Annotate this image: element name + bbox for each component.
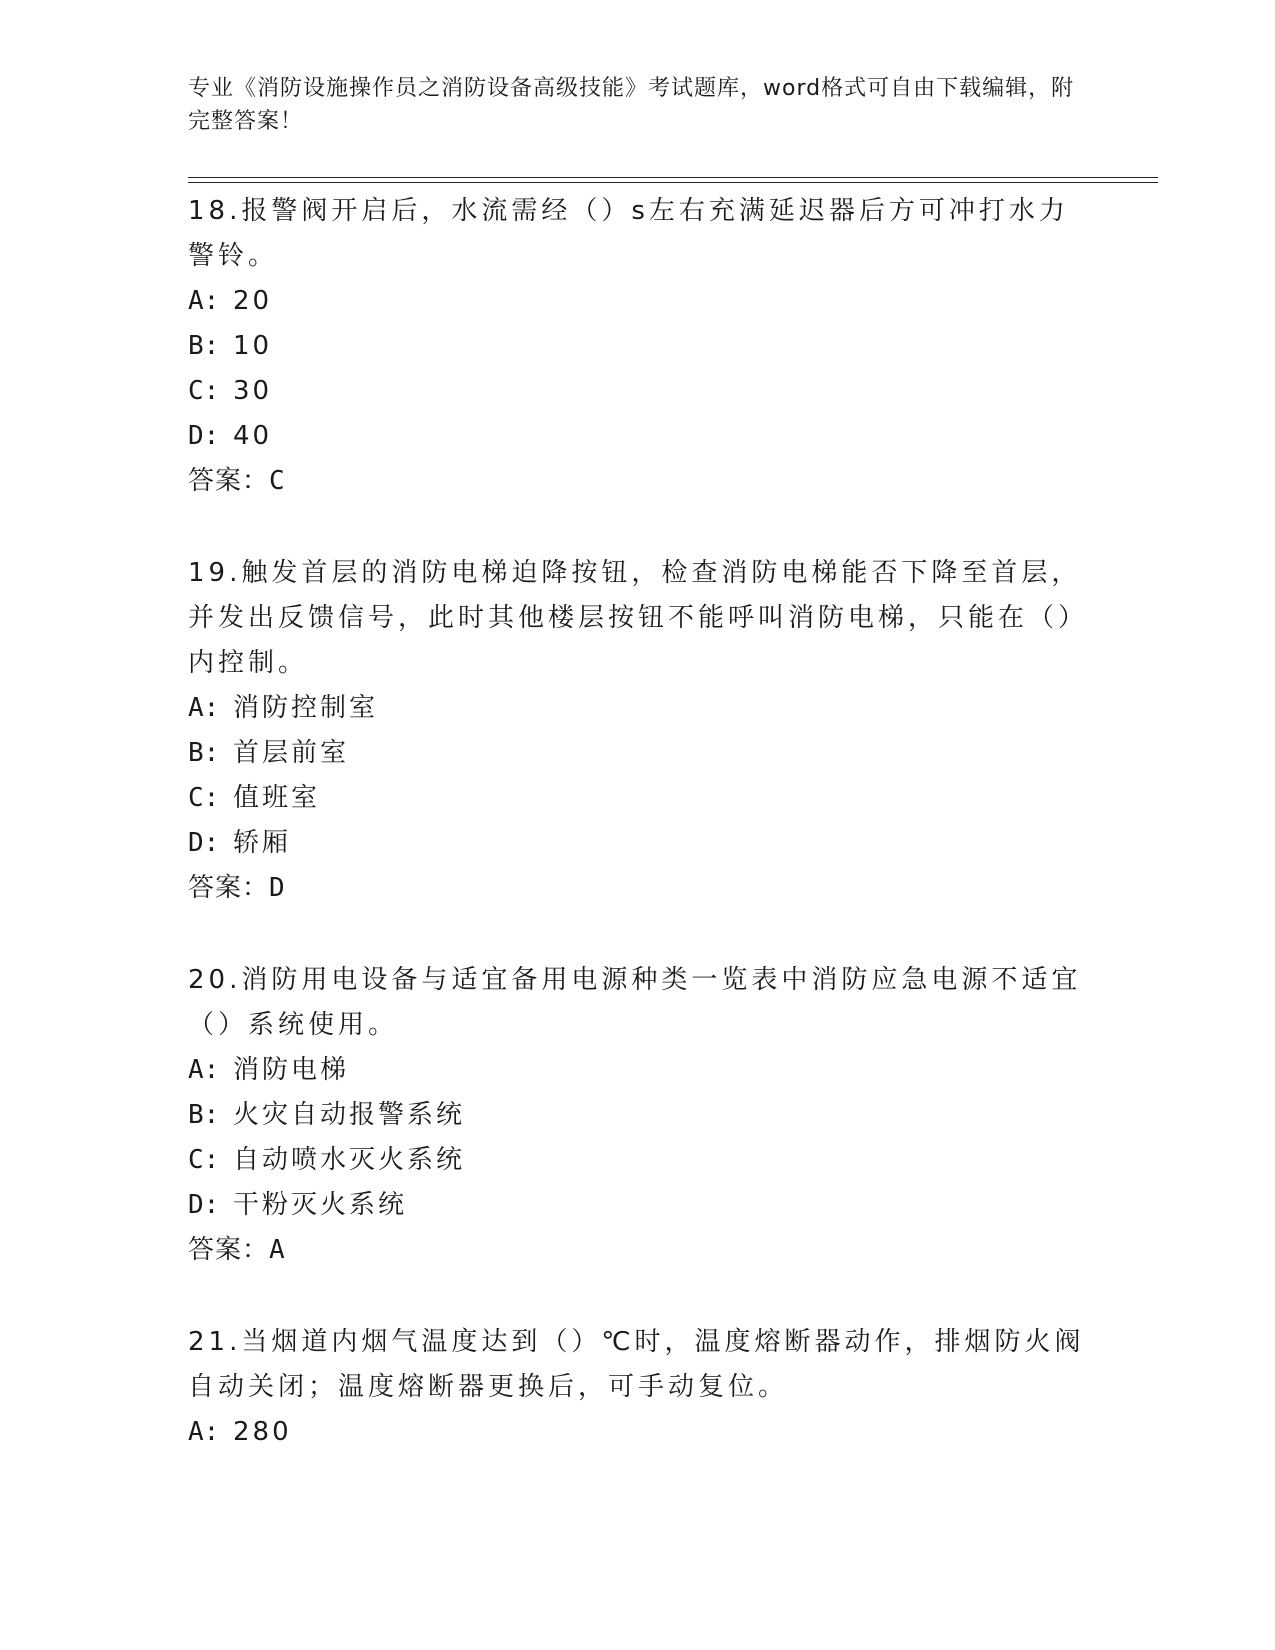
option-text: 干粉灭火系统 (233, 1190, 408, 1220)
question-stem: 20.消防用电设备与适宜备用电源种类一览表中消防应急电源不适宜（）系统使用。 (188, 965, 1082, 1040)
option-key: C: (188, 1145, 220, 1175)
option-b (188, 1093, 1088, 1138)
option-text: 值班室 (233, 783, 321, 813)
option-text: 消防控制室 (233, 693, 379, 723)
option-text: 首层前室 (233, 738, 350, 768)
answer-value: A (269, 1235, 286, 1265)
option-c (188, 1138, 1088, 1183)
question-list (188, 189, 1088, 1502)
option-a (188, 1048, 1088, 1093)
question-21 (188, 1320, 1088, 1455)
option-a (188, 686, 1088, 731)
option-a (188, 1410, 1088, 1455)
answer-line (188, 459, 1088, 504)
question-stem: 21.当烟道内烟气温度达到（）℃时，温度熔断器动作，排烟防火阀自动关闭；温度熔断器更换后，可手动复位。 (188, 1327, 1085, 1402)
option-key: C: (188, 376, 220, 406)
option-d (188, 414, 1088, 459)
option-key: B: (188, 1100, 220, 1130)
option-key: A: (188, 1417, 220, 1447)
option-d (188, 1183, 1088, 1228)
option-key: A: (188, 1055, 220, 1085)
question-stem: 19.触发首层的消防电梯迫降按钮，检查消防电梯能否下降至首层，并发出反馈信号，此时其他楼层按钮不能呼叫消防电梯，只能在（）内控制。 (188, 558, 1089, 678)
option-key: D: (188, 1190, 220, 1220)
header-divider-thick (188, 177, 1158, 178)
option-text: 消防电梯 (233, 1055, 350, 1085)
document-header-intro: 专业《消防设施操作员之消防设备高级技能》考试题库，word格式可自由下载编辑，附完整答案！ (188, 76, 1075, 134)
question-18 (188, 189, 1088, 504)
option-key: A: (188, 693, 220, 723)
option-key: C: (188, 783, 220, 813)
answer-line (188, 1228, 1088, 1273)
question-stem: 18.报警阀开启后，水流需经（）s左右充满延迟器后方可冲打水力警铃。 (188, 196, 1069, 271)
option-key: D: (188, 828, 220, 858)
option-b (188, 324, 1088, 369)
answer-label: 答案： (188, 466, 270, 496)
option-text: 自动喷水灭火系统 (233, 1145, 466, 1175)
answer-value: D (269, 873, 286, 903)
option-key: A: (188, 286, 220, 316)
answer-value: C (269, 466, 286, 496)
answer-line (188, 866, 1088, 911)
option-text: 10 (233, 331, 273, 361)
option-text: 40 (233, 421, 273, 451)
option-key: B: (188, 331, 220, 361)
option-text: 火灾自动报警系统 (233, 1100, 466, 1130)
header-divider-thin (188, 182, 1158, 183)
option-text: 轿厢 (233, 828, 292, 858)
option-text: 20 (233, 286, 273, 316)
option-text: 30 (233, 376, 273, 406)
option-text: 280 (233, 1417, 292, 1447)
answer-label: 答案： (188, 873, 270, 903)
question-20 (188, 958, 1088, 1273)
question-19 (188, 551, 1088, 911)
option-b (188, 731, 1088, 776)
option-c (188, 776, 1088, 821)
option-d (188, 821, 1088, 866)
option-c (188, 369, 1088, 414)
option-key: B: (188, 738, 220, 768)
option-key: D: (188, 421, 220, 451)
option-a (188, 279, 1088, 324)
answer-label: 答案： (188, 1235, 270, 1265)
